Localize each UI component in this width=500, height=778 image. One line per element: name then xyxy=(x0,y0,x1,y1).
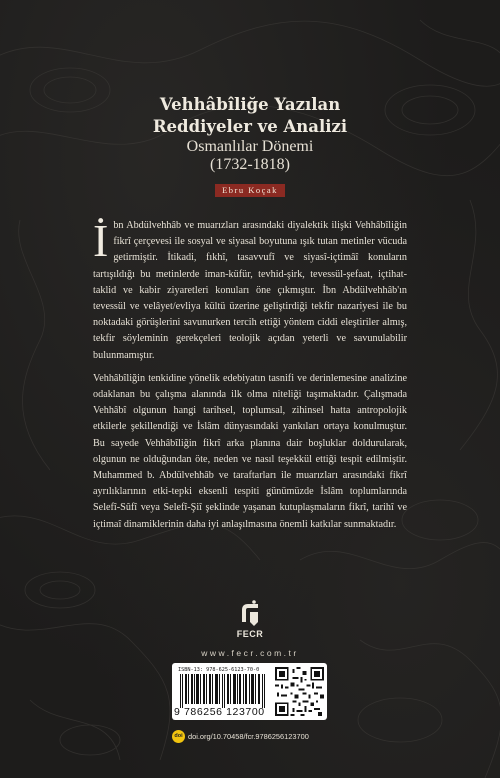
doi-link-row xyxy=(172,729,372,743)
blurb-paragraph-1-text: bn Abdülvehhâb ve muarızları arasındaki diyalektik ilişki Vehhâbîliğin fikrî çerçevesi ile sosyal ve siyasal boyutuna ışık tutan metinler vücuda getirmiştir. İtikadi, fıkhî, tasavvufî ve siyasî-içtimâî konuların tartışıldığı bu metinlerde iman-küfür, tevhid-şirk, tevessül-şefaat, içtihat-taklid ve kabir ziyaretleri konuları öne çıkmıştır. İbn Abdülvehhâb'ın tevessül ve velâyet/evliya kültü üzerine geliştirdiği tekfir nazariyesi ile bu noktadaki görüşlerini savunurken tercih ettiği yöntem ciddi eleştiriler almış, tekfir söyleminin gerekçeleri teolojik açıdan yeterli ve savunulabilir bulunmamıştır. xyxy=(93,220,407,361)
isbn-barcode-panel xyxy=(172,663,327,720)
isbn-label: ISBN-13: 978-625-6123-70-0 xyxy=(178,667,260,673)
book-title-block xyxy=(0,94,500,174)
qr-code xyxy=(275,667,324,716)
drop-cap-letter: İ xyxy=(93,215,109,266)
blurb-paragraph-1 xyxy=(93,215,407,364)
author-name-label: Ebru Koçak xyxy=(215,184,285,197)
book-date-range: (1732-1818) xyxy=(210,156,290,173)
publisher-website: www.fecr.com.tr xyxy=(201,648,299,658)
isbn-barcode xyxy=(178,674,268,708)
book-title-line-2: Reddiyeler ve Analizi xyxy=(152,117,348,136)
doi-link-text: doi.org/10.70458/fcr.9786256123700 xyxy=(188,731,309,741)
blurb-paragraph-2: Vehhâbîliğin tenkidine yönelik edebiyatın tasnifi ve derinlemesine analizine odaklanan bu çalışma alanında ilk olma niteliği taşımaktadır. Çalışmada Vehhâbî olgunun hangi tarihsel, toplumsal, zihinsel hatta antropolojik etkilerle şekillendiği ve İslâm dünyasındaki yankıları ortaya konulmuştur. Bu sayede Vehhâbîliğin fikrî arka planına dair boşluklar doldurularak, olgunun ne olduğundan öte, neden ve nasıl teşekkül ettiği tespit edilmiştir. Muhammed b. Abdülvehhâb ve taraftarları ile muarızları arasındaki fikrî ayrılıklarının etki-tepki eksenli tespiti günümüzde İslâm toplumlarında Selefî-Sûfî veya Selefî-Şiî şeklinde yaşanan kutuplaşmaların fikrî, tarihî ve içtimaî dinamiklerinin daha iyi anlaşılmasına önemli katkılar sunmaktadır. xyxy=(93,372,407,530)
book-subtitle: Osmanlılar Dönemi xyxy=(186,138,314,155)
back-cover-blurb xyxy=(93,215,407,540)
isbn-barcode-number: 9 786256 123700 xyxy=(174,706,265,718)
doi-badge-icon: doi xyxy=(172,730,185,743)
book-title-line-1: Vehhâbîliğe Yazılan xyxy=(159,95,341,114)
publisher-name: FECR xyxy=(236,629,264,639)
